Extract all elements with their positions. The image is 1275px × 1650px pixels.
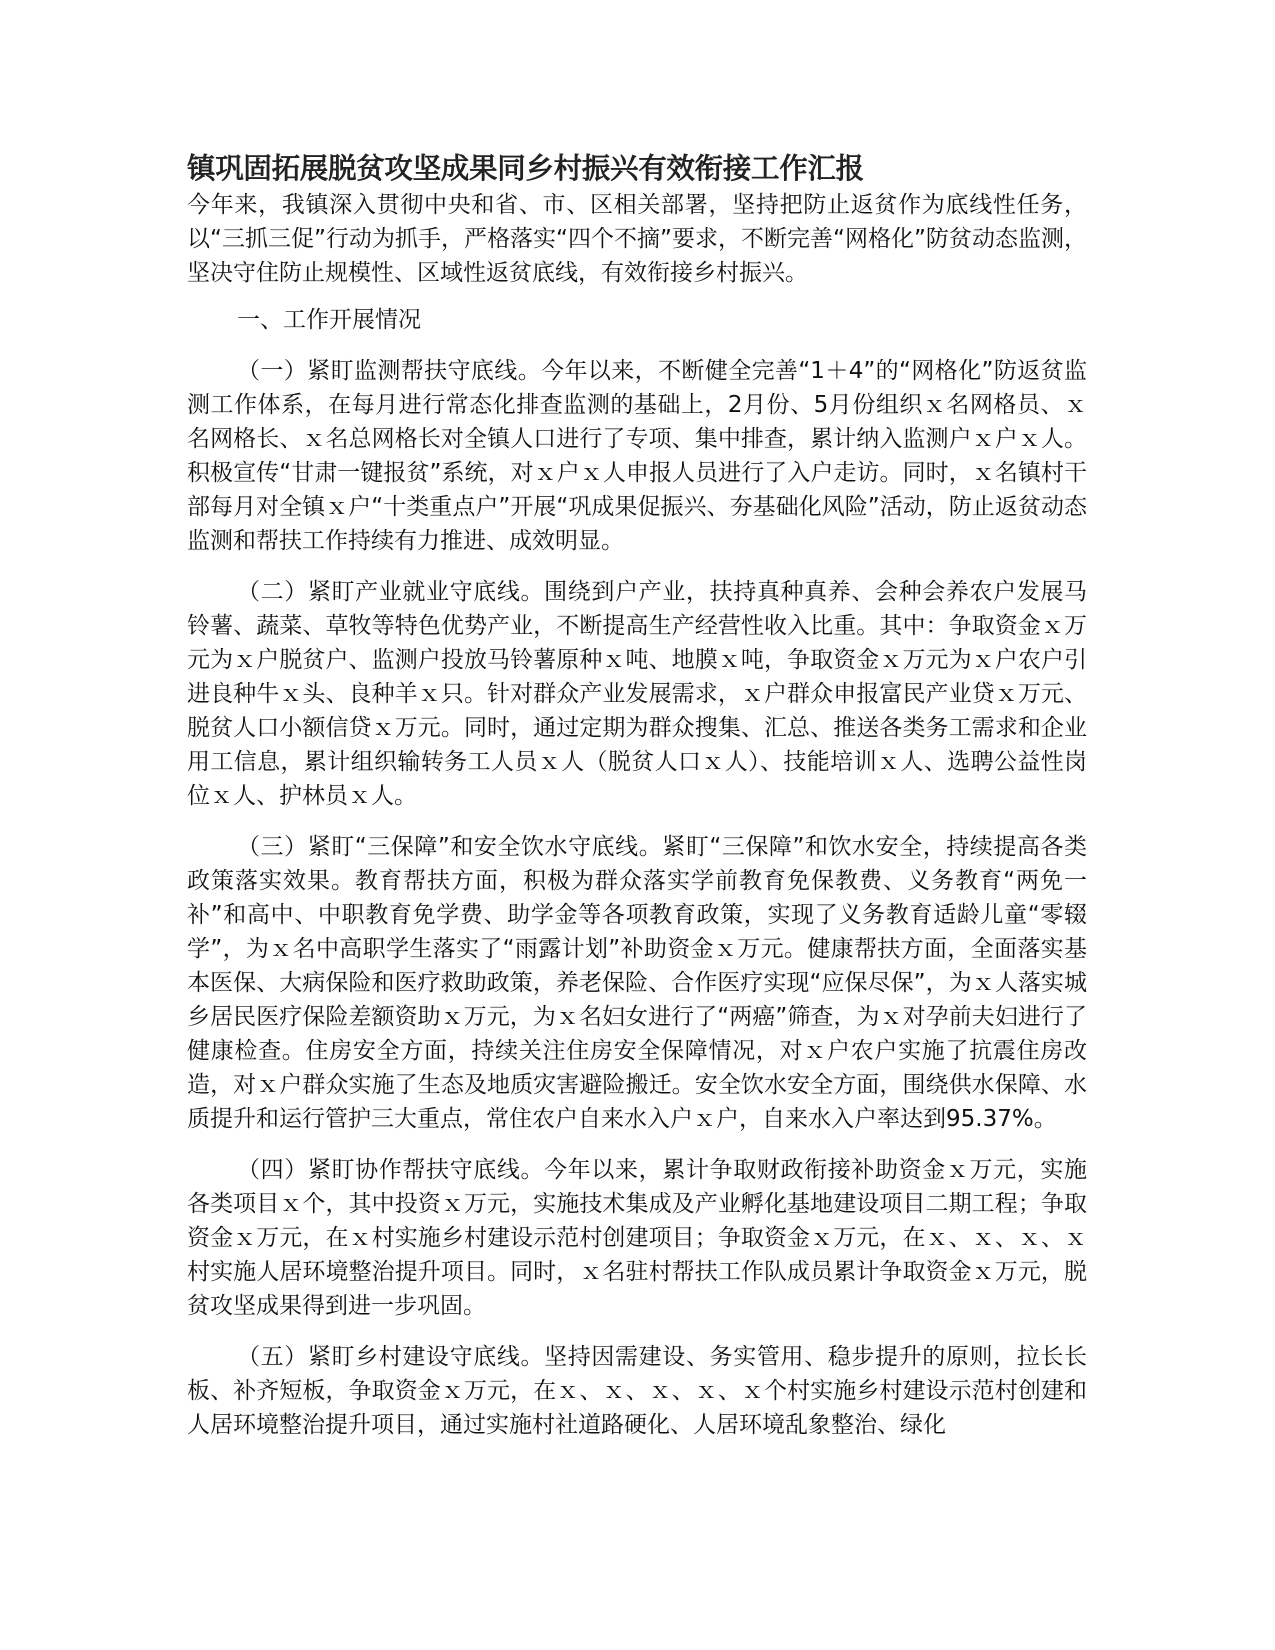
paragraph-rural-construction: （五）紧盯乡村建设守底线。坚持因需建设、务实管用、稳步提升的原则，拉长长板、补齐短板，争取资金ｘ万元，在ｘ、ｘ、ｘ、ｘ、ｘ个村实施乡村建设示范村创建和人居环境整治提升项目，通过实施村社道路硬化、人居环境乱象整治、绿化 <box>187 1344 1087 1438</box>
document-title: 镇巩固拓展脱贫攻坚成果同乡村振兴有效衔接工作汇报 <box>187 152 864 185</box>
paragraph-cooperation: （四）紧盯协作帮扶守底线。今年以来，累计争取财政衔接补助资金ｘ万元，实施各类项目ｘ个，其中投资ｘ万元，实施技术集成及产业孵化基地建设项目二期工程；争取资金ｘ万元，在ｘ村实施乡村建设示范村创建项目；争取资金ｘ万元，在ｘ、ｘ、ｘ、ｘ村实施人居环境整治提升项目。同时，ｘ名驻村帮扶工作队成员累计争取资金ｘ万元，脱贫攻坚成果得到进一步巩固。 <box>187 1157 1087 1319</box>
section-heading: 一、工作开展情况 <box>237 307 421 333</box>
paragraph-monitoring: （一）紧盯监测帮扶守底线。今年以来，不断健全完善“1＋4”的“网格化”防返贫监测工作体系，在每月进行常态化排查监测的基础上，2月份、5月份组织ｘ名网格员、ｘ名网格长、ｘ名总网格长对全镇人口进行了专项、集中排查，累计纳入监测户ｘ户ｘ人。积极宣传“甘肃一键报贫”系统，对ｘ户ｘ人申报人员进行了入户走访。同时，ｘ名镇村干部每月对全镇ｘ户“十类重点户”开展“巩成果促振兴、夯基础化风险”活动，防止返贫动态监测和帮扶工作持续有力推进、成效明显。 <box>187 358 1087 554</box>
paragraph-three-guarantees: （三）紧盯“三保障”和安全饮水守底线。紧盯“三保障”和饮水安全，持续提高各类政策落实效果。教育帮扶方面，积极为群众落实学前教育免保教费、义务教育“两免一补”和高中、中职教育免学费、助学金等各项教育政策，实现了义务教育适龄儿童“零辍学”，为ｘ名中高职学生落实了“雨露计划”补助资金ｘ万元。健康帮扶方面，全面落实基本医保、大病保险和医疗救助政策，养老保险、合作医疗实现“应保尽保”，为ｘ人落实城乡居民医疗保险差额资助ｘ万元，为ｘ名妇女进行了“两癌”筛查，为ｘ对孕前夫妇进行了健康检查。住房安全方面，持续关注住房安全保障情况，对ｘ户农户实施了抗震住房改造，对ｘ户群众实施了生态及地质灾害避险搬迁。安全饮水安全方面，围绕供水保障、水质提升和运行管护三大重点，常住农户自来水入户ｘ户，自来水入户率达到95.37%。 <box>187 834 1087 1132</box>
paragraph-industry-employment: （二）紧盯产业就业守底线。围绕到户产业，扶持真种真养、会种会养农户发展马铃薯、蔬菜、草牧等特色优势产业，不断提高生产经营性收入比重。其中：争取资金ｘ万元为ｘ户脱贫户、监测户投放马铃薯原种ｘ吨、地膜ｘ吨，争取资金ｘ万元为ｘ户农户引进良种牛ｘ头、良种羊ｘ只。针对群众产业发展需求，ｘ户群众申报富民产业贷ｘ万元、脱贫人口小额信贷ｘ万元。同时，通过定期为群众搜集、汇总、推送各类务工需求和企业用工信息，累计组织输转务工人员ｘ人（脱贫人口ｘ人）、技能培训ｘ人、选聘公益性岗位ｘ人、护林员ｘ人。 <box>187 579 1087 809</box>
document-body <box>187 150 1087 1442</box>
intro-paragraph: 今年来，我镇深入贯彻中央和省、市、区相关部署，坚持把防止返贫作为底线性任务，以“三抓三促”行动为抓手，严格落实“四个不摘”要求，不断完善“网格化”防贫动态监测，坚决守住防止规模性、区域性返贫底线，有效衔接乡村振兴。 <box>187 192 1087 286</box>
